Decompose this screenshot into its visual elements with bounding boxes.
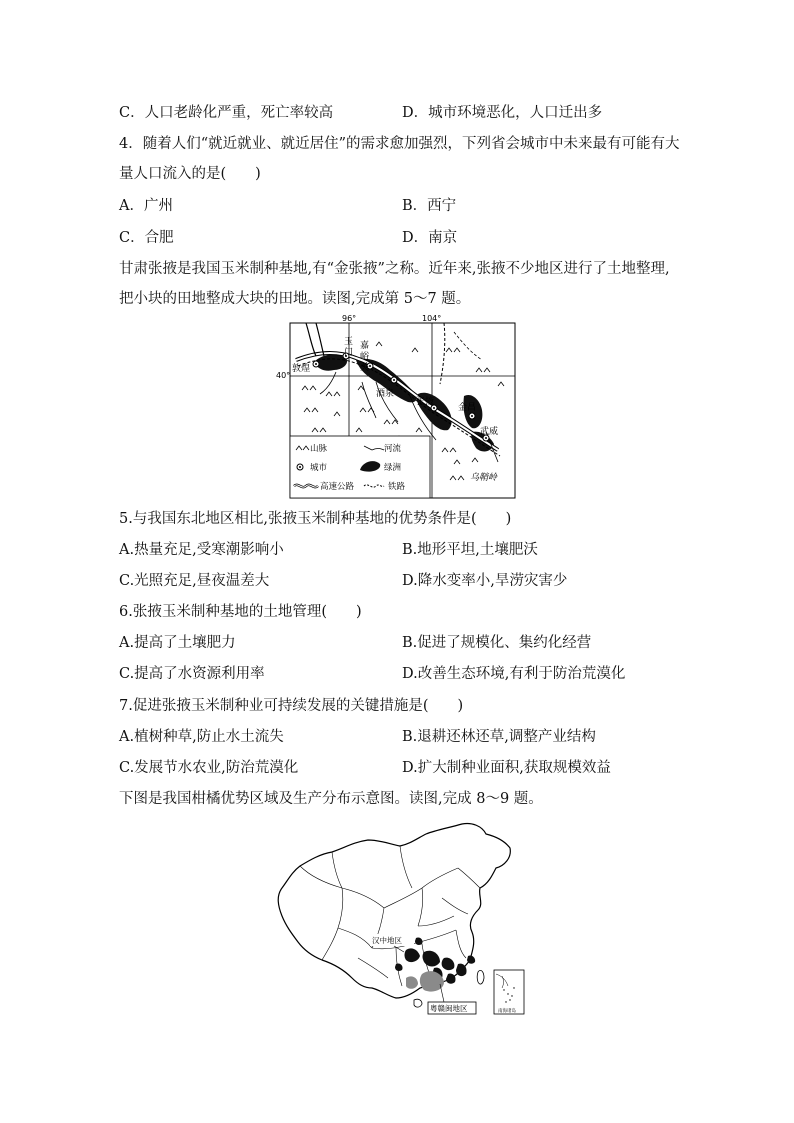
q6-option-a: A.提高了土壤肥力: [119, 635, 236, 651]
q7-option-b: B.退耕还林还草,调整产业结构: [402, 729, 596, 745]
lon96-label: 96°: [342, 314, 357, 323]
legend-highway: 高速公路: [320, 482, 355, 492]
q7-option-a: A.植树种草,防止水土流失: [119, 729, 284, 745]
label-jiuquan: 酒泉: [376, 389, 395, 399]
q4-option-b: B．西宁: [402, 198, 457, 214]
label-wushaoling: 乌鞘岭: [470, 473, 498, 483]
q5-option-c: C.光照充足,昼夜温差大: [119, 573, 270, 589]
legend-oasis: 绿洲: [384, 463, 402, 473]
q3-option-c: C．人口老龄化严重，死亡率较高: [119, 105, 334, 121]
label-jinchang: 金昌: [458, 403, 477, 413]
label-zhangye: 张掖: [416, 397, 435, 407]
q6-option-d: D.改善生态环境,有利于防治荒漠化: [402, 666, 626, 682]
lon104-label: 104°: [422, 314, 442, 323]
label-jiayuguan-3: 关: [360, 363, 370, 373]
intro5-line2: 把小块的田地整成大块的田地。读图,完成第 5～7 题。: [119, 291, 471, 307]
q7-stem: 7.促进张掖玉米制种业可持续发展的关键措施是( ): [119, 698, 464, 714]
q7-option-d: D.扩大制种业面积,获取规模效益: [402, 760, 611, 776]
lat40-label: 40°: [276, 371, 291, 380]
legend-city: 城市: [310, 463, 328, 473]
q5-stem: 5.与我国东北地区相比,张掖玉米制种基地的优势条件是( ): [119, 511, 512, 527]
q4-stem-line2: 量人口流入的是( ): [119, 166, 261, 182]
q3-option-d: D．城市环境恶化，人口迁出多: [402, 105, 603, 121]
legend-railway: 铁路: [388, 482, 406, 492]
q7-option-c: C.发展节水农业,防治荒漠化: [119, 760, 299, 776]
legend-mountain: 山脉: [310, 444, 328, 454]
label-hanzhong: 汉中地区: [372, 936, 402, 945]
legend-river: 河流: [384, 444, 402, 454]
hexi-corridor-map: [276, 312, 520, 502]
q6-option-c: C.提高了水资源利用率: [119, 666, 265, 682]
q6-option-b: B.促进了规模化、集约化经营: [402, 635, 592, 651]
intro8: 下图是我国柑橘优势区域及生产分布示意图。读图,完成 8～9 题。: [119, 791, 543, 807]
q5-option-b: B.地形平坦,土壤肥沃: [402, 542, 538, 558]
south-china-sea-inset: [494, 970, 524, 1014]
q4-stem-line1: 4．随着人们“就近就业、就近居住”的需求愈加强烈，下列省会城市中未来最有可能有大: [119, 136, 680, 152]
label-dunhuang: 敦煌: [292, 364, 311, 374]
q5-option-d: D.降水变率小,旱涝灾害少: [402, 573, 568, 589]
label-yuegannan: 粤赣闽地区: [430, 1004, 468, 1013]
q4-option-d: D．南京: [402, 230, 458, 246]
taiwan-island: [477, 970, 484, 984]
hainan-island: [414, 999, 422, 1007]
label-jiayuguan-2: 峪: [360, 352, 370, 362]
q6-stem: 6.张掖玉米制种基地的土地管理( ): [119, 604, 362, 620]
china-outline: [278, 823, 510, 998]
q4-option-a: A．广州: [119, 198, 173, 214]
map-legend: [290, 436, 430, 498]
china-citrus-map: [272, 818, 534, 1022]
q4-option-c: C．合肥: [119, 230, 174, 246]
label-wuwei: 武威: [480, 427, 499, 437]
label-yumen-1: 玉: [344, 337, 354, 347]
label-yumen-2: 门: [344, 348, 354, 358]
label-jiayuguan-1: 嘉: [360, 341, 370, 351]
intro5-line1: 甘肃张掖是我国玉米制种基地,有“金张掖”之称。近年来,张掖不少地区进行了土地整理,: [119, 261, 670, 277]
q5-option-a: A.热量充足,受寒潮影响小: [119, 542, 284, 558]
label-inset: 南海诸岛: [498, 1009, 516, 1014]
